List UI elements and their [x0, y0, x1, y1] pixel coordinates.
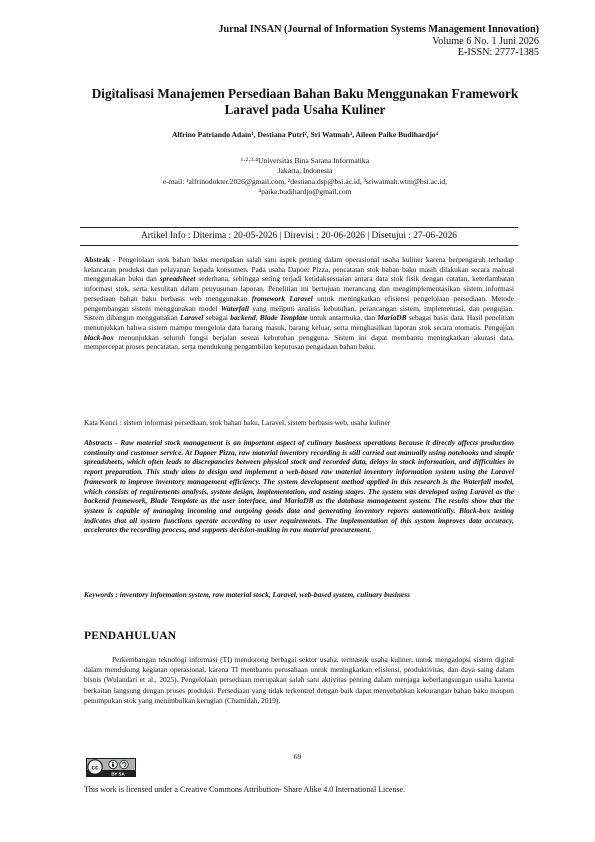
page-number: 69: [293, 752, 302, 761]
paper-title: Digitalisasi Manajemen Persediaan Bahan Baku Menggunakan Framework Laravel pada Usaha Kuliner: [91, 86, 519, 117]
abstrak-term: Blade Template: [259, 313, 308, 323]
abstrak-term: black-box: [84, 332, 114, 342]
abstrak-term: framework Laravel: [251, 293, 313, 303]
abstrak-term: spreadsheet: [159, 274, 196, 284]
keywords: Keywords : inventory information system, raw material stock, Laravel, web-based system, culinary business: [84, 590, 411, 599]
divider-top: [80, 227, 518, 228]
abstrak-term: Waterfall: [220, 303, 249, 313]
affiliation-city: Jakarta, Indonesia: [277, 166, 333, 176]
abstrak-text: - Pengelolaan stok bahan baku merupakan salah satu aspek penting dalam operasional usaha kuliner karena berpengaruh terhadap kelancaran produksi dan pelayanan kepada konsumen. Pada usaha Dapoer Pizza, pencatatan stok bahan baku masih dilakukan secara manual menggunakan buku dan: [84, 255, 514, 284]
abstrak-text: sebagai basis data. Hasil penelitian menunjukkan bahwa sistem mampu mengelola data barang masuk, barang keluar, serta menghasilkan laporan stok secara otomatis. Pengujian: [84, 313, 514, 332]
abstract-en-paragraph: [84, 438, 514, 535]
journal-name: Jurnal INSAN (Journal of Information Systems Management Innovation): [218, 24, 539, 35]
abstract-en-label: Abstracts: [84, 438, 113, 447]
license-text: This work is licensed under a Creative Commons Attribution- Share Alike 4.0 International License.: [84, 785, 406, 794]
journal-issn: E-ISSN: 2777-1385: [457, 47, 539, 59]
abstrak-label: Abstrak: [84, 255, 110, 264]
journal-header: [218, 24, 539, 59]
abstrak-text: yang meliputi analisis kebutuhan, perancangan sistem, implementasi, dan pengujian. Sistem dibangun menggunakan: [84, 303, 514, 323]
abstrak-text: ,: [255, 313, 260, 323]
cc-badge-terms: BY SA: [111, 771, 125, 777]
abstrak-text: untuk antarmuka, dan: [307, 313, 378, 323]
section-heading: PENDAHULUAN: [84, 629, 177, 642]
abstrak-term: backend: [230, 313, 256, 323]
cc-badge-text: cc: [91, 764, 99, 772]
affiliation-line: ¹·²·³·⁴Universitas Bina Sarana Informatika: [240, 156, 370, 165]
abstrak-paragraph: [84, 255, 514, 352]
author-list: Alfrino Patriando Adam¹, Destiana Putri², Sri Watmah³, Aileen Paike Budihardjo⁴: [172, 130, 438, 139]
cc-badge-icon: [86, 758, 136, 777]
cc-license-badge[interactable]: [86, 758, 136, 777]
affiliation-block: [60, 156, 550, 198]
abstrak-text: sederhana, sehingga sering terjadi ketidaksesuaian antara data stok fisik dengan catatan, keterlambatan informasi stok, serta kesulitan dalam penyusunan laporan. Penelitian ini bertujuan merancang dan mengimplementasikan sistem informasi persediaan bahan baku berbasis web menggunakan: [84, 274, 515, 303]
abstrak-text: untuk meningkatkan efisiensi pengelolaan persediaan. Metode pengembangan sistem menggunakan model: [84, 293, 514, 313]
abstract-en-text: - Raw material stock management is an important aspect of culinary business operations because it directly affects production continuity and customer service. At Dapoer Pizza, raw material inventory recording is still carried out manually using notebooks and simple spreadsheets, which often leads to discrepancies between physical stock and recorded data, delays in stock information, and difficulties in report preparation. This study aims to design and implement a web-based raw material inventory information system using the Laravel framework to improve inventory management efficiency. The system development method applied in this research is the Waterfall model, which consists of requirements analysis, system design, implementation, and testing stages. The system was developed using Laravel as the backend framework, Blade Template as the user interface, and MariaDB as the database management system. The results show that the system is capable of managing incoming and outgoing goods data and generating inventory reports automatically. Black-box testing indicates that all system functions operate according to user requirements. The implementation of this system improves data accuracy, accelerates the recording process, and supports decision-making in raw material procurement.: [84, 438, 514, 535]
article-info: Artikel Info : Diterima : 20-05-2026 | Direvisi : 20-06-2026 | Disetujui : 27-06-2026: [141, 231, 457, 241]
abstrak-term: Laravel: [180, 313, 204, 323]
affiliation-email-extra: ⁴paike.budihardjo@gmail.com: [258, 187, 352, 197]
divider-bottom: [80, 245, 518, 246]
abstrak-text: menunjukkan seluruh fungsi berjalan sesuai kebutuhan pengguna. Sistem ini dapat membantu meningkatkan akurasi data, mempercepat proses pencatatan, serta mendukung pengambilan keputusan pengadaan bahan baku.: [84, 332, 514, 352]
intro-paragraph: Perkembangan teknologi informasi (TI) mendorong berbagai sektor usaha, termasuk usaha kuliner, untuk mengadopsi sistem digital dalam mendukung kegiatan operasional, karena TI membantu perusahaan untuk meningkatkan efisiensi, produktivitas, dan daya saing dalam bisnis (Wulandari et al., 2025). Pengelolaan persediaan merupakan salah satu aktivitas penting dalam menjaga keberlangsungan usaha karena berkaitan langsung dengan proses produksi. Persediaan yang tidak terkontrol dengan baik dapat menyebabkan kekurangan bahan baku maupun penumpukan stok yang menimbulkan kerugian (Chamidah, 2019).: [84, 655, 514, 705]
abstrak-term: MariaDB: [377, 313, 407, 323]
kata-kunci: Kata Kunci : sistem informasi persediaan, stok bahan baku, Laravel, sistem berbasis web, usaha kuliner: [84, 418, 391, 427]
abstrak-text: sebagai: [203, 313, 231, 323]
affiliation-emails: e-mail: ¹alfrinodokter.2026@gmail.com, ²destiana.dsp@bsi.ac.id, ³sriwatmah.wtm@bsi.ac.id,: [162, 176, 448, 186]
journal-volume: Volume 6 No. 1 Juni 2026: [432, 35, 539, 47]
